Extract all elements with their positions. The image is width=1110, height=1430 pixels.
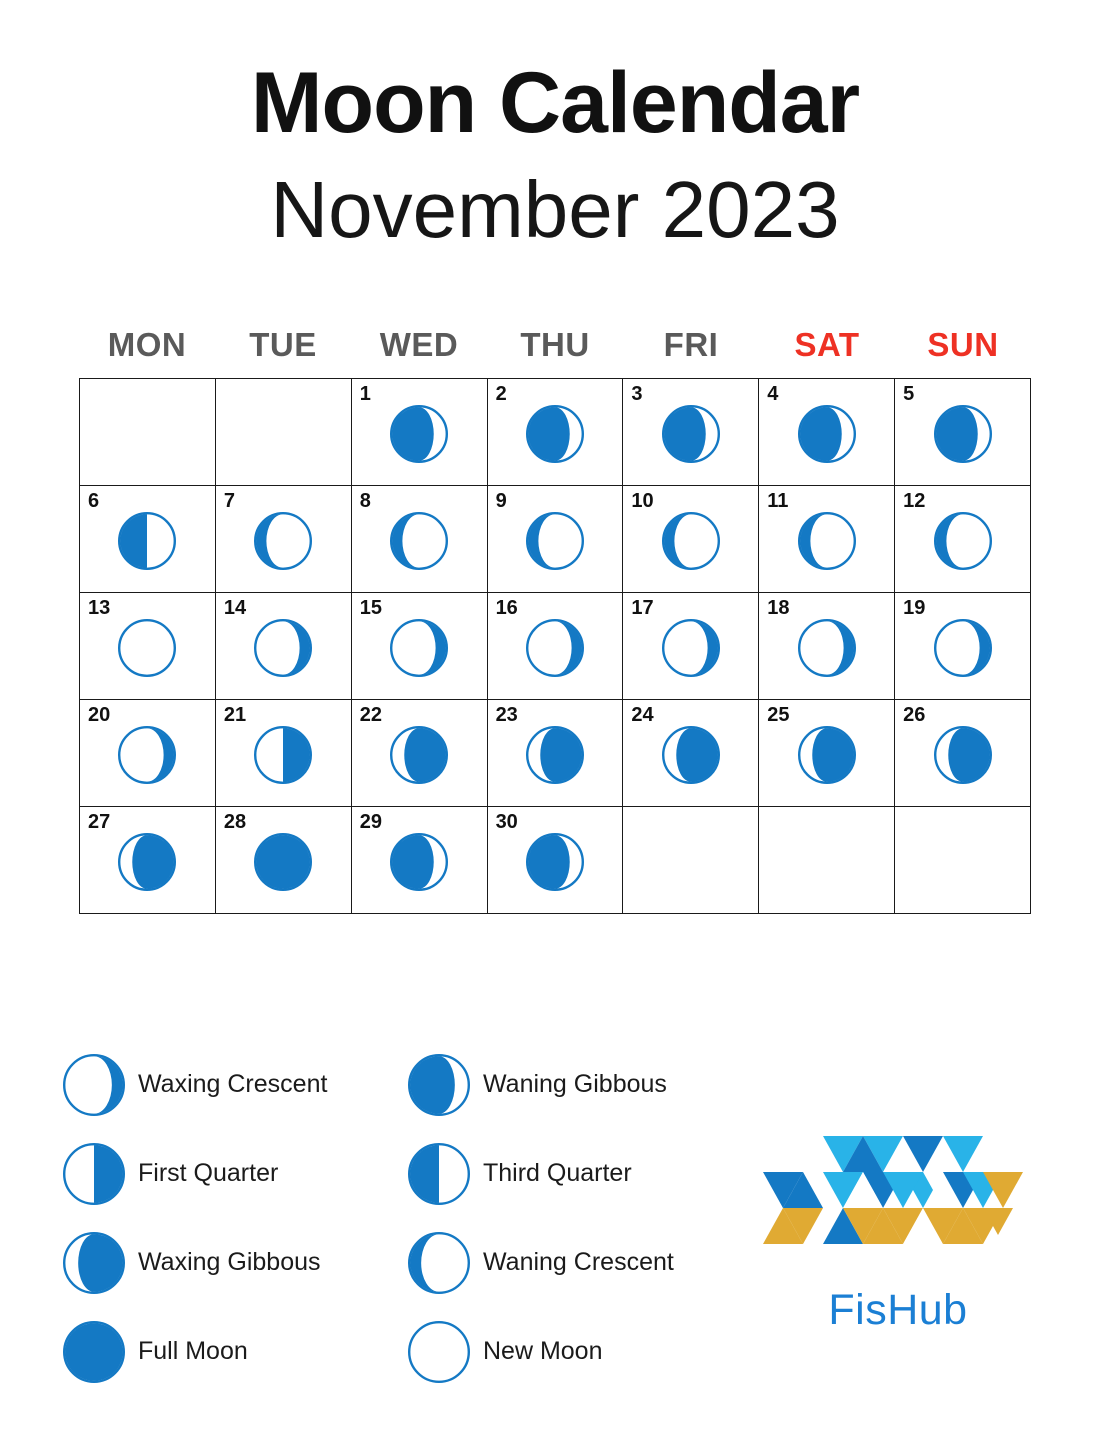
day-number: 4 — [767, 383, 779, 406]
moon-phase-waxing-gibbous-icon — [389, 725, 449, 785]
day-number: 20 — [88, 704, 111, 727]
day-number: 18 — [767, 597, 790, 620]
legend-item-waxing-crescent — [62, 1053, 407, 1117]
moon-phase-waxing-gibbous-icon — [525, 725, 585, 785]
moon-phase-waning-gibbous-icon — [525, 832, 585, 892]
legend-label: Waxing Gibbous — [138, 1248, 321, 1276]
day-number: 29 — [359, 811, 382, 834]
calendar-day-cell[interactable] — [895, 379, 1031, 486]
calendar-day-cell[interactable] — [623, 700, 759, 807]
calendar-day-cell[interactable] — [216, 807, 352, 914]
moon-phase-waxing-crescent-icon — [797, 618, 857, 678]
legend-label: Waning Crescent — [483, 1248, 674, 1276]
day-number: 2 — [495, 383, 507, 406]
calendar-day-cell[interactable] — [216, 486, 352, 593]
moon-phase-waxing-gibbous-icon — [797, 725, 857, 785]
day-number: 23 — [495, 704, 518, 727]
moon-phase-first-quarter-icon — [62, 1142, 126, 1206]
calendar-day-cell[interactable] — [352, 807, 488, 914]
day-number: 14 — [223, 597, 247, 620]
calendar-day-cell[interactable] — [759, 593, 895, 700]
calendar-day-cell[interactable] — [216, 700, 352, 807]
day-number: 16 — [495, 597, 518, 620]
calendar-empty-cell — [623, 807, 759, 914]
day-number: 24 — [631, 704, 654, 727]
legend-label: Waning Gibbous — [483, 1070, 667, 1098]
moon-phase-waning-gibbous-icon — [933, 404, 993, 464]
legend-item-full-moon — [62, 1320, 407, 1384]
calendar-empty-cell — [895, 807, 1031, 914]
brand-logo-block — [748, 1130, 1048, 1335]
calendar-empty-cell — [759, 807, 895, 914]
legend-item-waning-gibbous — [407, 1053, 752, 1117]
moon-phase-waning-gibbous-icon — [389, 832, 449, 892]
page-subtitle: November 2023 — [270, 165, 840, 255]
moon-phase-waning-gibbous-icon — [389, 404, 449, 464]
moon-phase-waning-crescent-icon — [253, 511, 313, 571]
moon-phase-waning-gibbous-icon — [661, 404, 721, 464]
moon-phase-full-moon-icon — [62, 1320, 126, 1384]
day-number: 27 — [88, 811, 111, 834]
day-number: 11 — [767, 490, 789, 513]
day-number: 1 — [359, 383, 371, 406]
calendar-day-cell[interactable] — [352, 700, 488, 807]
moon-phase-waning-gibbous-icon — [407, 1053, 471, 1117]
moon-phase-first-quarter-icon — [253, 725, 313, 785]
weekday-header-wed: WED — [379, 326, 459, 364]
legend-label: New Moon — [483, 1337, 603, 1365]
calendar-grid — [79, 378, 1031, 914]
weekday-header-thu: THU — [520, 326, 590, 364]
moon-phase-waxing-crescent-icon — [389, 618, 449, 678]
legend-item-third-quarter — [407, 1142, 752, 1206]
calendar-empty-cell — [216, 379, 352, 486]
weekday-header-row — [79, 326, 1031, 378]
day-number: 12 — [903, 490, 926, 513]
calendar-day-cell[interactable] — [895, 700, 1031, 807]
moon-phase-waning-crescent-icon — [407, 1231, 471, 1295]
calendar-day-cell[interactable] — [80, 593, 216, 700]
calendar-day-cell[interactable] — [216, 593, 352, 700]
day-number: 26 — [903, 704, 926, 727]
moon-phase-waning-crescent-icon — [525, 511, 585, 571]
moon-phase-full-moon-icon — [253, 832, 313, 892]
calendar-day-cell[interactable] — [759, 379, 895, 486]
moon-phase-third-quarter-icon — [407, 1142, 471, 1206]
moon-phase-waning-crescent-icon — [661, 511, 721, 571]
calendar-day-cell[interactable] — [623, 379, 759, 486]
legend-label: Third Quarter — [483, 1159, 632, 1187]
moon-phase-waning-gibbous-icon — [797, 404, 857, 464]
moon-phase-waxing-crescent-icon — [525, 618, 585, 678]
calendar-day-cell[interactable] — [488, 593, 624, 700]
calendar-day-cell[interactable] — [80, 700, 216, 807]
day-number: 25 — [767, 704, 790, 727]
moon-phase-new-moon-icon — [117, 618, 177, 678]
day-number: 6 — [88, 490, 100, 513]
moon-phase-waxing-gibbous-icon — [117, 832, 177, 892]
calendar-day-cell[interactable] — [895, 486, 1031, 593]
calendar-day-cell[interactable] — [623, 593, 759, 700]
legend-item-waning-crescent — [407, 1231, 752, 1295]
title-block — [0, 0, 1110, 254]
calendar-day-cell[interactable] — [352, 486, 488, 593]
moon-phase-waxing-gibbous-icon — [62, 1231, 126, 1295]
day-number: 22 — [359, 704, 382, 727]
calendar-day-cell[interactable] — [352, 593, 488, 700]
calendar-day-cell[interactable] — [352, 379, 488, 486]
calendar-day-cell[interactable] — [488, 379, 624, 486]
calendar-day-cell[interactable] — [488, 807, 624, 914]
weekday-header-sat: SAT — [794, 326, 860, 364]
calendar-day-cell[interactable] — [759, 700, 895, 807]
calendar-day-cell[interactable] — [895, 593, 1031, 700]
moon-phase-waxing-crescent-icon — [933, 618, 993, 678]
fish-triangles-logo-icon — [763, 1130, 1033, 1280]
weekday-header-mon: MON — [107, 326, 187, 364]
day-number: 10 — [631, 490, 654, 513]
moon-phase-waxing-gibbous-icon — [661, 725, 721, 785]
day-number: 5 — [903, 383, 915, 406]
moon-phase-waning-crescent-icon — [797, 511, 857, 571]
calendar-empty-cell — [80, 379, 216, 486]
day-number: 9 — [495, 490, 507, 513]
moon-phase-waxing-crescent-icon — [661, 618, 721, 678]
legend-item-new-moon — [407, 1320, 752, 1384]
calendar-day-cell[interactable] — [488, 486, 624, 593]
moon-phase-waning-gibbous-icon — [525, 404, 585, 464]
day-number: 19 — [903, 597, 926, 620]
day-number: 30 — [495, 811, 518, 834]
moon-phase-waxing-crescent-icon — [117, 725, 177, 785]
weekday-header-fri: FRI — [663, 326, 719, 364]
legend-label: Waxing Crescent — [138, 1070, 328, 1098]
brand-name: FisHub — [828, 1286, 968, 1334]
weekday-header-tue: TUE — [249, 326, 317, 364]
calendar-day-cell[interactable] — [623, 486, 759, 593]
moon-phase-waxing-gibbous-icon — [933, 725, 993, 785]
moon-phase-waxing-crescent-icon — [253, 618, 313, 678]
day-number: 28 — [223, 811, 247, 834]
day-number: 13 — [88, 597, 111, 620]
legend-item-waxing-gibbous — [62, 1231, 407, 1295]
page-title: Moon Calendar — [250, 55, 860, 151]
weekday-header-sun: SUN — [927, 326, 999, 364]
moon-phase-legend — [62, 1040, 762, 1396]
moon-phase-waning-crescent-icon — [389, 511, 449, 571]
day-number: 17 — [631, 597, 654, 620]
legend-item-first-quarter — [62, 1142, 407, 1206]
calendar-day-cell[interactable] — [759, 486, 895, 593]
legend-label: Full Moon — [138, 1337, 248, 1365]
moon-phase-waning-crescent-icon — [933, 511, 993, 571]
calendar-day-cell[interactable] — [80, 486, 216, 593]
day-number: 8 — [359, 490, 371, 513]
day-number: 15 — [359, 597, 382, 620]
moon-phase-new-moon-icon — [407, 1320, 471, 1384]
legend-label: First Quarter — [138, 1159, 279, 1187]
day-number: 7 — [223, 490, 235, 513]
day-number: 3 — [631, 383, 643, 406]
moon-phase-waxing-crescent-icon — [62, 1053, 126, 1117]
day-number: 21 — [223, 704, 247, 727]
calendar-day-cell[interactable] — [488, 700, 624, 807]
calendar-day-cell[interactable] — [80, 807, 216, 914]
moon-phase-third-quarter-icon — [117, 511, 177, 571]
